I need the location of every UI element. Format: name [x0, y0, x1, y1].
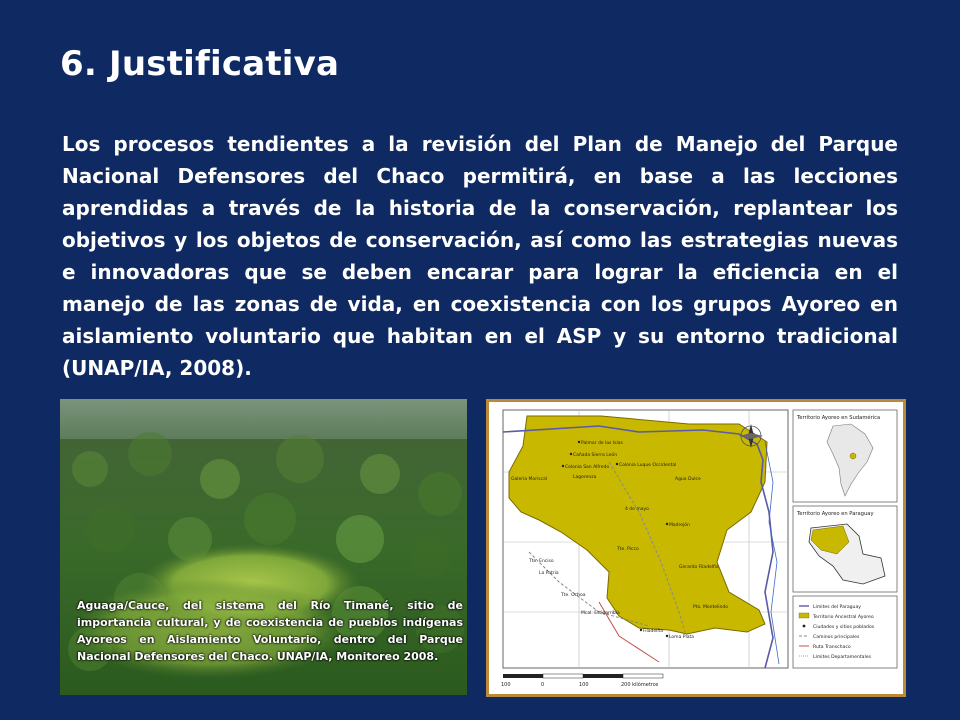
place-label: 4 de mayo: [625, 507, 649, 512]
place-label: Tte. Ochoa: [561, 593, 586, 598]
legend-label: Caminos principales: [813, 635, 860, 640]
place-label: Filadelfia: [643, 629, 663, 634]
scale-label: 100: [501, 682, 511, 688]
place-label: Pto. Montelindo: [693, 605, 728, 610]
inset-title: Territorio Ayoreo en Paraguay: [797, 511, 874, 517]
place-label: Galeria Mariscal: [511, 477, 548, 482]
legend-label: Límites del Paraguay: [813, 605, 861, 610]
place-label: Colonia Luque Occidental: [619, 463, 677, 468]
slide-title: 6. Justificativa: [60, 44, 340, 84]
scale-label: 0: [541, 682, 545, 688]
photo-caption: Aguaga/Cauce, del sistema del Río Timané, sitio de importancia cultural, y de coexistencia de pueblos indígenas Ayoreos en Aislamiento Voluntario, dentro del Parque Nacional Defensores del Chaco. UNAP/IA, Monitoreo 2008.: [77, 599, 463, 663]
scale-bar: [501, 674, 663, 688]
place-label: Gerardo Filadelfia: [679, 565, 719, 570]
inset-paraguay: [793, 506, 897, 592]
place-label: Lagerenza: [573, 475, 597, 480]
place-label: Loma Plata: [669, 635, 694, 640]
place-label: Agua Dulce: [675, 477, 701, 482]
ayoreo-territory-map: [486, 399, 906, 697]
legend-label: Territorio Ancestral Ayoreo: [813, 615, 874, 620]
place-label: Tte. Enciso: [529, 559, 554, 564]
place-label: Tte. Picco: [617, 547, 639, 552]
place-label: La Patria: [539, 571, 559, 576]
scale-label: 100: [579, 682, 589, 688]
scale-label: 200 kilómetros: [621, 682, 659, 688]
place-label: Cañada Sierra León: [573, 453, 618, 458]
map-legend: [793, 596, 897, 668]
place-label: Palmar de las Islas: [581, 441, 623, 446]
place-label: Madrejón: [669, 523, 690, 528]
place-label: Mcal. Estigarribia: [581, 611, 620, 616]
place-label: Colonia San Alfredo: [565, 465, 610, 470]
inset-south-america: [793, 410, 897, 502]
justification-paragraph: Los procesos tendientes a la revisión del Plan de Manejo del Parque Nacional Defensores del Chaco permitirá, en base a las lecciones aprendidas a través de la historia de la conservación, replantear los objetivos y los objetos de conservación, así como las estrategias nuevas e innovadoras que se deben encarar para lograr la eficiencia en el manejo de las zonas de vida, en coexistencia con los grupos Ayoreo en aislamiento voluntario que habitan en el ASP y su entorno tradicional (UNAP/IA, 2008).: [62, 132, 898, 380]
inset-title: Territorio Ayoreo en Sudamérica: [797, 415, 881, 421]
legend-label: Límites Departamentales: [813, 655, 871, 660]
legend-label: Ruta Transchaco: [813, 645, 851, 650]
legend-label: Ciudades y sitios poblados: [813, 625, 875, 630]
